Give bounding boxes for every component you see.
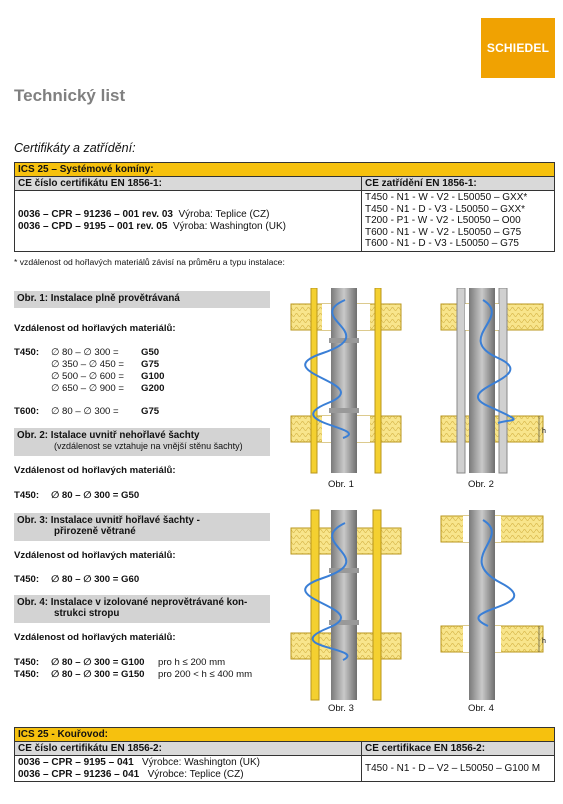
figure-4-drawing <box>441 510 546 700</box>
section-bar-obr4 <box>14 595 270 623</box>
height-condition: pro h ≤ 200 mm <box>158 657 226 668</box>
page-title: Technický list <box>14 86 126 105</box>
diameter-range: ∅ 80 – ∅ 300 = <box>51 347 119 358</box>
section-title: Obr. 1: Instalace plně provětrávaná <box>17 293 180 304</box>
figure-caption: Obr. 3 <box>328 703 354 714</box>
column-header: CE zatřídění EN 1856-1: <box>362 177 555 191</box>
certificate-code: 0036 – CPR – 9195 – 041 <box>18 757 134 768</box>
classification-cell <box>362 191 555 252</box>
section-title: Obr. 2: Istalace uvnitř nehořlavé šachty <box>17 430 200 441</box>
diameter-range: ∅ 500 – ∅ 600 = <box>51 371 124 382</box>
classification-cell <box>362 756 555 782</box>
section-subnote: (vzdálenost se vztahuje na vnější stěnu šachty) <box>54 441 243 451</box>
distance-label: Vzdálenost od hořlavých materiálů: <box>14 323 176 334</box>
table-header: ICS 25 - Kouřovod: <box>15 728 555 742</box>
figure-3-drawing <box>291 510 401 700</box>
classification-line: T450 - N1 - W - V2 - L50050 – GXX* <box>365 192 528 203</box>
distance-class: G100 <box>141 371 165 382</box>
certificate-code: 0036 – CPR – 91236 – 041 <box>18 768 140 780</box>
temp-class: T450: <box>14 574 40 585</box>
section-bar-obr3 <box>14 513 270 541</box>
distance-label: Vzdálenost od hořlavých materiálů: <box>14 632 176 643</box>
classification-line: T450 - N1 - D – V2 – L50050 – G100 M <box>365 762 541 774</box>
certificate-cell <box>15 756 362 782</box>
temp-class: T450: <box>14 669 40 680</box>
footnote: * vzdálenost od hořlavých materiálů závisí na průměru a typu instalace: <box>14 257 285 267</box>
column-header: CE číslo certifikátu EN 1856-2: <box>15 742 362 756</box>
production-place: Výrobce: Teplice (CZ) <box>147 768 244 780</box>
height-condition: pro 200 < h ≤ 400 mm <box>158 669 253 680</box>
classification-line: T600 - N1 - W - V2 - L50050 – G75 <box>365 226 522 238</box>
temp-class: T450: <box>14 657 40 668</box>
figure-1-drawing <box>291 288 401 473</box>
figure-caption: Obr. 4 <box>468 703 494 714</box>
distance-class: G75 <box>141 359 160 370</box>
diameter-distance: ∅ 80 – ∅ 300 = G50 <box>51 490 140 501</box>
diameter-range: ∅ 650 – ∅ 900 = <box>51 383 124 394</box>
section-title-line2: strukci stropu <box>54 608 120 619</box>
distance-class: G200 <box>141 383 165 394</box>
column-header: CE číslo certifikátu EN 1856-1: <box>15 177 362 191</box>
diameter-distance: ∅ 80 – ∅ 300 = G100 <box>51 657 145 668</box>
schiedel-logo: SCHIEDEL <box>481 18 555 78</box>
production-place: Výroba: Teplice (CZ) <box>178 209 270 221</box>
table-header: ICS 25 – Systémové komíny: <box>15 163 555 177</box>
certificate-cell <box>15 191 362 252</box>
classification-line: T450 - N1 - D - V3 - L50050 – GXX* <box>365 203 526 215</box>
distance-class: G75 <box>141 406 160 417</box>
diameter-distance: ∅ 80 – ∅ 300 = G60 <box>51 574 140 585</box>
classification-line: T600 - N1 - D - V3 - L50050 – G75 <box>365 238 519 249</box>
diameter-distance: ∅ 80 – ∅ 300 = G150 <box>51 669 145 680</box>
certificate-table-chimneys <box>14 162 555 252</box>
temp-class: T450: <box>14 347 40 358</box>
installation-figures <box>283 288 559 718</box>
classification-line: T200 - P1 - W - V2 - L50050 – O00 <box>365 215 521 226</box>
diameter-range: ∅ 80 – ∅ 300 = <box>51 406 119 417</box>
section-title-line2: přirozeně větrané <box>54 526 136 537</box>
figure-caption: Obr. 1 <box>328 479 354 490</box>
distance-label: Vzdálenost od hořlavých materiálů: <box>14 550 176 561</box>
section-subtitle: Certifikáty a zatřídění: <box>14 141 136 155</box>
section-title: Obr. 3: Instalace uvnitř hořlavé šachty - <box>17 515 200 526</box>
diameter-range: ∅ 350 – ∅ 450 = <box>51 359 124 370</box>
figure-caption: Obr. 2 <box>468 479 494 490</box>
section-bar-obr2 <box>14 428 270 456</box>
height-marker: h <box>542 428 546 435</box>
production-place: Výroba: Washington (UK) <box>172 220 286 232</box>
distance-label: Vzdálenost od hořlavých materiálů: <box>14 465 176 476</box>
section-bar-obr1 <box>14 291 270 308</box>
temp-class: T450: <box>14 490 40 501</box>
column-header: CE certifikace EN 1856-2: <box>362 742 555 756</box>
certificate-code: 0036 – CPR – 91236 – 001 rev. 03 <box>18 209 173 221</box>
production-place: Výrobce: Washington (UK) <box>142 757 261 768</box>
temp-class: T600: <box>14 406 40 417</box>
certificate-code: 0036 – CPD – 9195 – 001 rev. 05 <box>18 220 168 232</box>
section-title: Obr. 4: Instalace v izolované neprovětrávané kon- <box>17 597 248 608</box>
height-marker: h <box>542 638 546 645</box>
figure-2-drawing <box>441 288 546 473</box>
certificate-table-flue <box>14 727 555 782</box>
distance-class: G50 <box>141 347 160 358</box>
